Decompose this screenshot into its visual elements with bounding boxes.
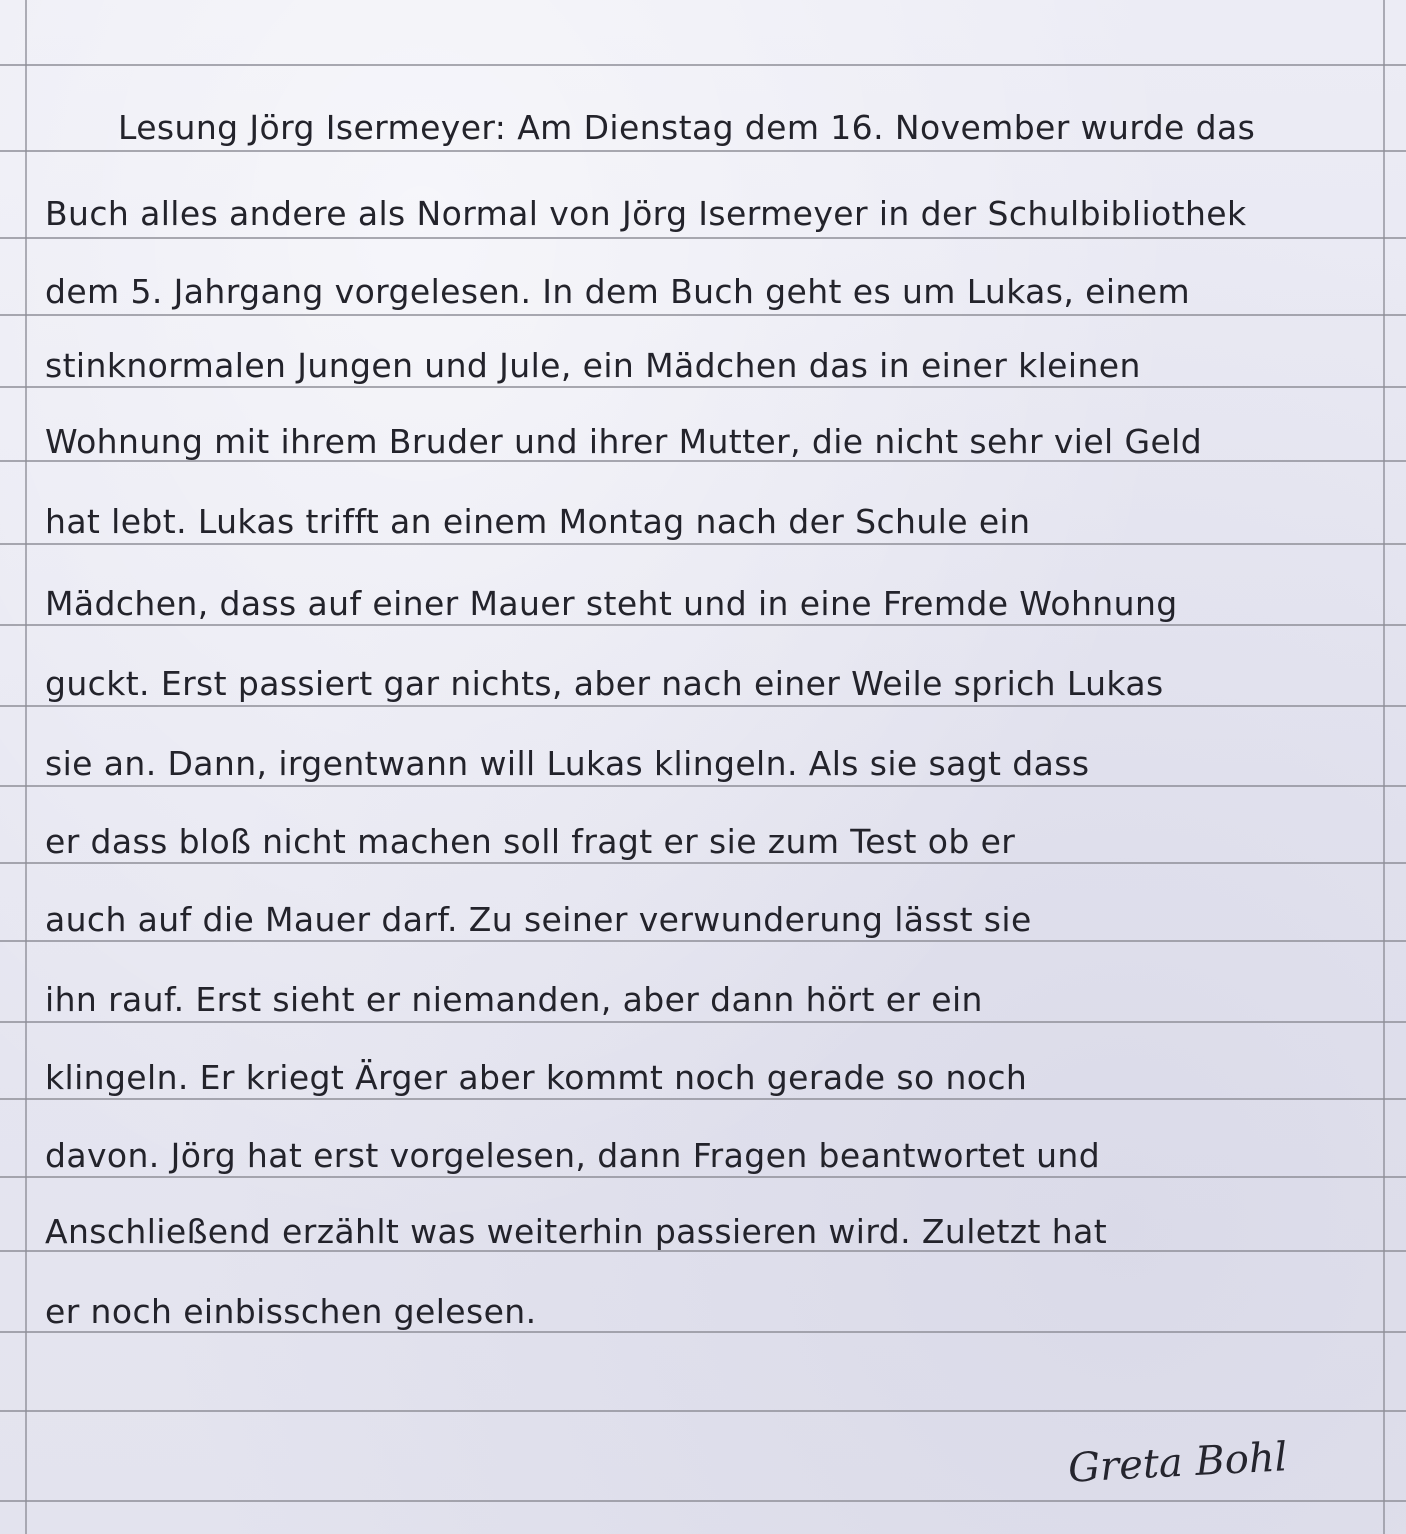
signature: Greta Bohl: [1066, 1434, 1289, 1492]
ruled-line: [0, 314, 1406, 316]
text-line: dem 5. Jahrgang vorgelesen. In dem Buch geht es um Lukas, einem: [45, 272, 1190, 311]
text-line: auch auf die Mauer darf. Zu seiner verwunderung lässt sie: [45, 900, 1032, 939]
ruled-line: [0, 237, 1406, 239]
text-line-title: Lesung Jörg Isermeyer: Am Dienstag dem 16. November wurde das: [118, 108, 1256, 147]
text-line: ihn rauf. Erst sieht er niemanden, aber dann hört er ein: [45, 980, 983, 1019]
ruled-line: [0, 1500, 1406, 1502]
text-line: hat lebt. Lukas trifft an einem Montag nach der Schule ein: [45, 502, 1031, 541]
ruled-line: [0, 1410, 1406, 1412]
ruled-line: [0, 1176, 1406, 1178]
ruled-line: [0, 543, 1406, 545]
ruled-line: [0, 862, 1406, 864]
ruled-line: [0, 624, 1406, 626]
right-margin-line: [1383, 0, 1385, 1534]
ruled-line: [0, 785, 1406, 787]
text-line: Mädchen, dass auf einer Mauer steht und in eine Fremde Wohnung: [45, 584, 1178, 623]
text-line: Wohnung mit ihrem Bruder und ihrer Mutter, die nicht sehr viel Geld: [45, 422, 1203, 461]
text-line: Buch alles andere als Normal von Jörg Isermeyer in der Schulbibliothek: [45, 194, 1247, 233]
text-line: klingeln. Er kriegt Ärger aber kommt noch gerade so noch: [45, 1058, 1028, 1097]
ruled-line: [0, 705, 1406, 707]
text-line: guckt. Erst passiert gar nichts, aber nach einer Weile sprich Lukas: [45, 664, 1164, 703]
text-line: er dass bloß nicht machen soll fragt er sie zum Test ob er: [45, 822, 1016, 861]
ruled-line: [0, 64, 1406, 66]
text-line: sie an. Dann, irgentwann will Lukas klingeln. Als sie sagt dass: [45, 744, 1090, 783]
ruled-line: [0, 1021, 1406, 1023]
ruled-line: [0, 1098, 1406, 1100]
left-margin-line: [25, 0, 27, 1534]
text-line: er noch einbisschen gelesen.: [45, 1292, 537, 1331]
ruled-line: [0, 386, 1406, 388]
ruled-line: [0, 940, 1406, 942]
text-line: davon. Jörg hat erst vorgelesen, dann Fragen beantwortet und: [45, 1136, 1101, 1175]
ruled-line: [0, 150, 1406, 152]
text-line: Anschließend erzählt was weiterhin passieren wird. Zuletzt hat: [45, 1212, 1108, 1251]
text-line: stinknormalen Jungen und Jule, ein Mädchen das in einer kleinen: [45, 346, 1141, 385]
